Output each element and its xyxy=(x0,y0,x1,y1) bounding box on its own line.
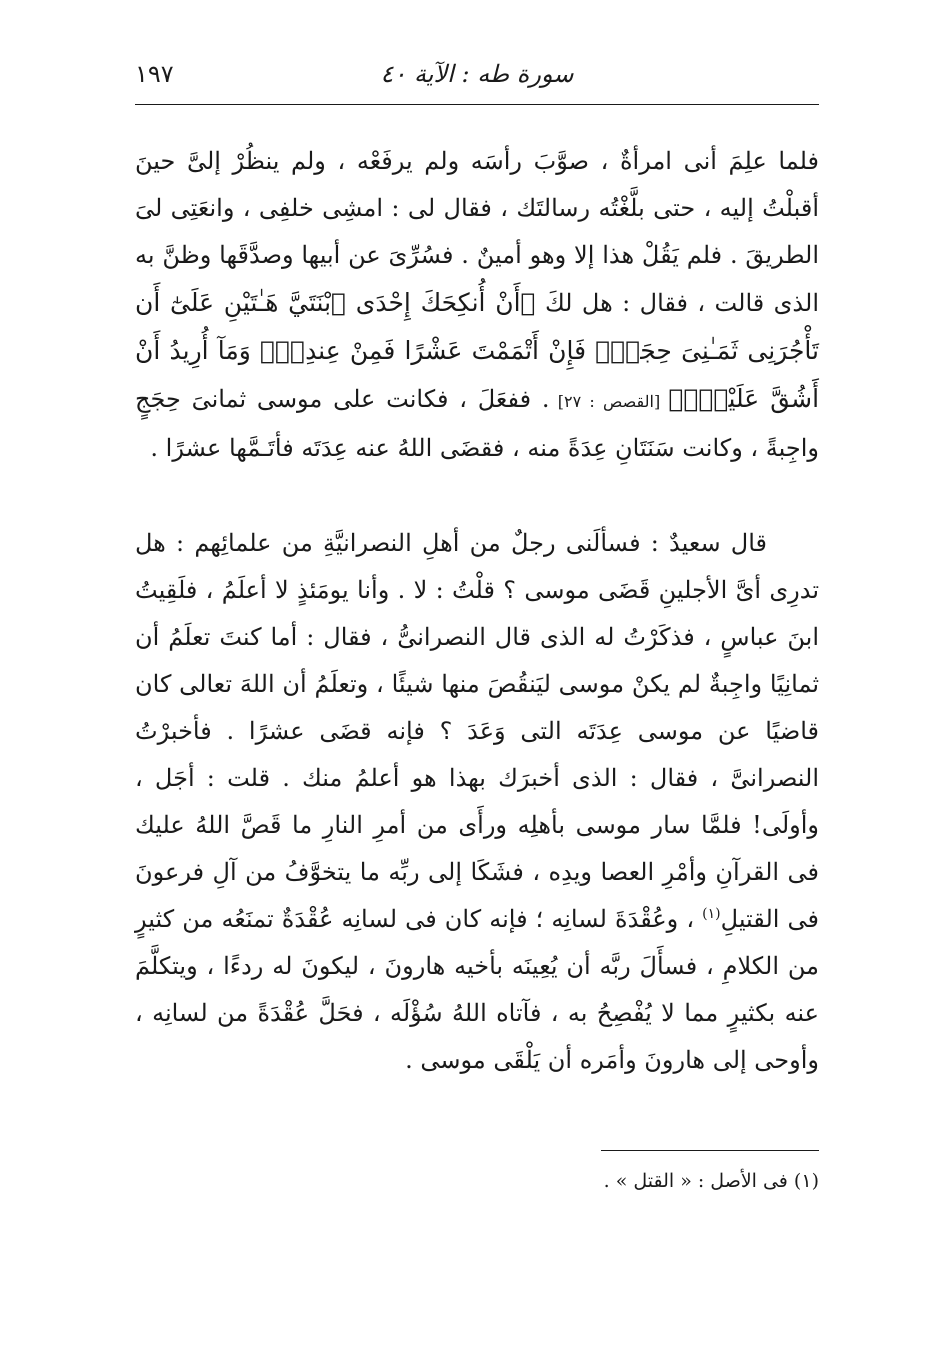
quran-reference: [القصص : ٢٧] xyxy=(549,392,669,411)
quran-quotation: ﴿أَنْ أُنكِحَكَ إِحْدَى ٱبْنَتَيَّ هَـٰتَيْنِ عَلَىٰٓ أَن تَأْجُرَنِى ثَمَـٰنِىَ حِجَجٍۖ فَإِنْ أَتْمَمْتَ عَشْرًا فَمِنْ عِندِكَۖ وَمَآ أُرِيدُ أَنْ أَشُقَّ عَلَيْكَۚ﴾ xyxy=(135,288,820,413)
paragraph-2-text-start: قال سعيدٌ : فسألَنى رجلٌ من أهلِ النصرانيَّةِ من علمائِهم : هل تدرِى أىَّ الأجلينِ قَضَى موسى ؟ قلْتُ : لا . وأنا يومَئذٍ لا أعلَمُ ، فلَقِيتُ ابنَ عباسٍ ، فذكَرْتُ له الذى قال النصرانىُّ ، فقال : أما كنتَ تعلَمُ أن ثمانِيًا واجِبةٌ لم يكنْ موسى ليَنقُصَ منها شيئًا ، وتعلَمُ أن اللهَ تعالى كان قاضيًا عن موسى عِدَتَه التى وَعَدَ ؟ فإنه قضَى عشرًا . فأخبرْتُ النصرانىَّ ، فقال : الذى أخبرَك بهذا هو أعلمُ منك . قلت : أجَل ، وأولَى! فلمَّا سار موسى بأهلِه ورأَى من أمرِ النارِ ما قَصَّ اللهُ عليك فى القرآنِ وأمْرِ العصا ويدِه ، فشَكَا إلى ربِّه ما يتخوَّفُ من آلِ فرعونَ فى القتيلِ xyxy=(135,529,819,933)
page-header xyxy=(135,52,819,102)
paragraph-1-text-end: . ففعَلَ ، فكانت على موسى ثمانىَ حِجَجٍ واجِبةً ، وكانت سَنَتَانِ عِدَةً منه ، فقضَى اللهُ عنه عِدَتَه فأتَـمَّها عشرًا . xyxy=(135,385,819,462)
footnote-rule xyxy=(601,1150,819,1151)
running-head: سورة طه : الآية ٤٠ xyxy=(380,60,574,88)
footnote: (١) فى الأصل : « القتل » . xyxy=(603,1170,819,1192)
header-rule xyxy=(135,104,819,105)
paragraph-2 xyxy=(135,520,819,1084)
footnote-marker: (١) xyxy=(702,906,721,922)
page-number: ١٩٧ xyxy=(135,60,174,88)
paragraph-1-text-start: فلما علِمَ أنى امرأةٌ ، صوَّبَ رأسَه ولم يرفَعْه ، ولم ينظُرْ إلىَّ حينَ أقبلْتُ إليه ، حتى بلَّغْتُه رسالتَك ، فقال لى : امشِى خلفِى ، وانعَتِى لىَ الطريقَ . فلم يَقُلْ هذا إلا وهو أمينٌ . فسُرِّىَ عن أبيها وصدَّقَها وظنَّ به الذى قالت ، فقال : هل لكَ xyxy=(135,147,820,317)
paragraph-2-text-end: ، وعُقْدَةَ لسانِه ؛ فإنه كان فى لسانِه عُقْدَةٌ تمنَعُه من كثيرٍ من الكلامِ ، فسأَلَ ربَّه أن يُعِينَه بأخيه هارونَ ، ليكونَ له ردءًا ، ويتكلَّمَ عنه بكثيرٍ مما لا يُفْصِحُ به ، فآتاه اللهُ سُؤْلَه ، فحَلَّ عُقْدَةً من لسانِه ، وأوحى إلى هارونَ وأمَره أن يَلْقَى موسى . xyxy=(135,905,820,1074)
paragraph-1 xyxy=(135,138,819,472)
